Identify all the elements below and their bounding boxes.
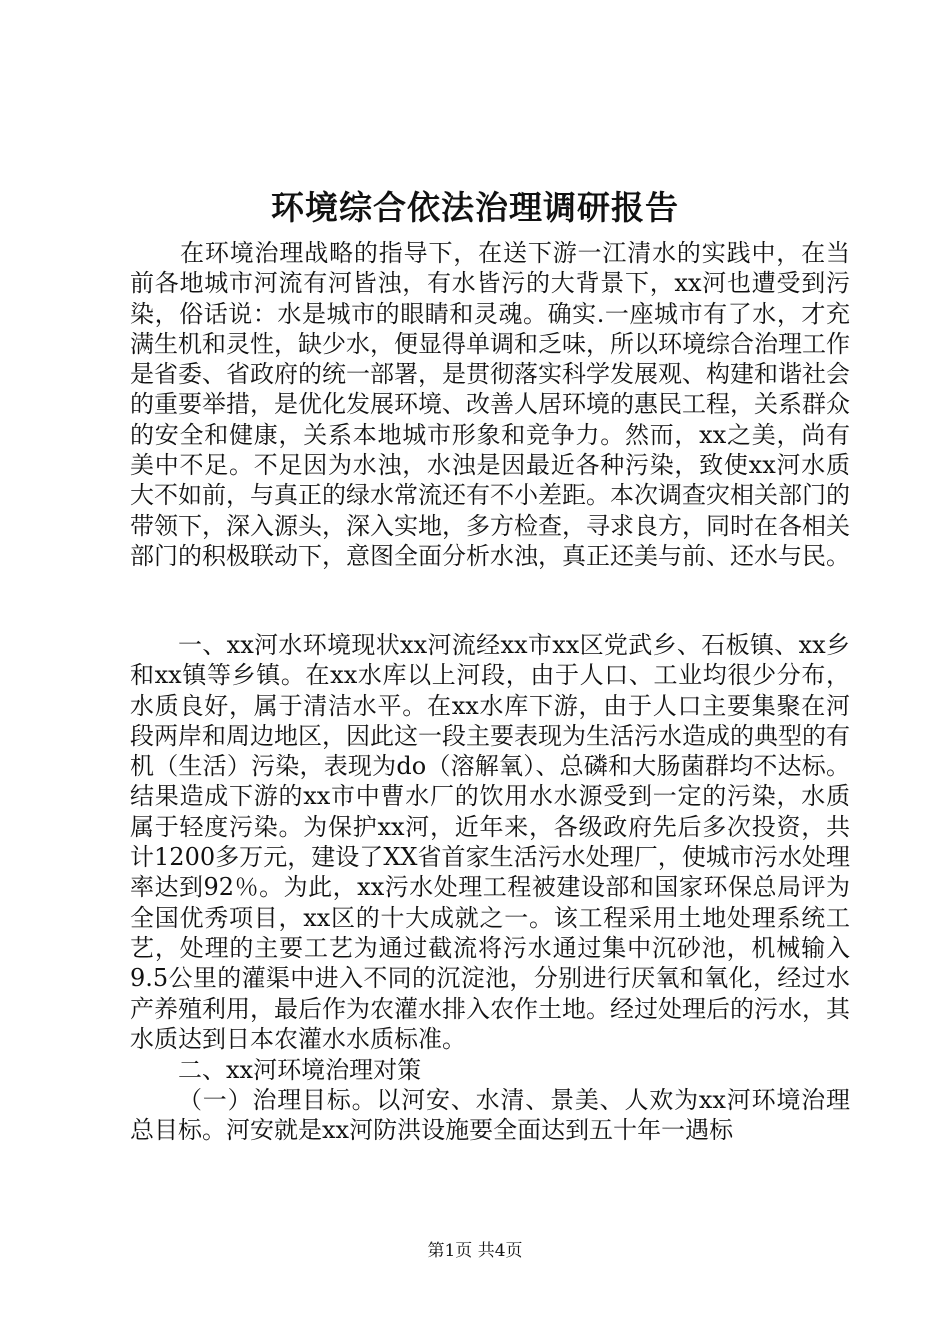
section-heading-countermeasures: 二、xx河环境治理对策 bbox=[178, 1056, 422, 1084]
page-footer: 第1页 共4页 bbox=[427, 1241, 523, 1261]
document-title: 环境综合依法治理调研报告 bbox=[271, 188, 679, 227]
paragraph-governance-goal: （一）治理目标。以河安、水清、景美、人欢为xx河环境治理总目标。河安就是xx河防洪设施要全面达到五十年一遇标 bbox=[130, 1086, 850, 1145]
paragraph-intro: 在环境治理战略的指导下，在送下游一江清水的实践中，在当前各地城市河流有河皆浊，有水皆污的大背景下，xx河也遭受到污染，俗话说：水是城市的眼睛和灵魂。确实.一座城市有了水，才充满生机和灵性，缺少水，便显得单调和乏味，所以环境综合治理工作是省委、省政府的统一部署，是贯彻落实科学发展观、构建和谐社会的重要举措，是优化发展环境、改善人居环境的惠民工程，关系群众的安全和健康，关系本地城市形象和竞争力。然而，xx之美，尚有美中不足。不足因为水浊，水浊是因最近各种污染，致使xx河水质大不如前，与真正的绿水常流还有不小差距。本次调查灾相关部门的带领下，深入源头，深入实地，多方检查，寻求良方，同时在各相关部门的积极联动下，意图全面分析水浊，真正还美与前、还水与民。 bbox=[130, 239, 850, 570]
paragraph-water-status: 一、xx河水环境现状xx河流经xx市xx区党武乡、石板镇、xx乡和xx镇等乡镇。在xx水库以上河段，由于人口、工业均很少分布，水质良好，属于清洁水平。在xx水库下游，由于人口主要集聚在河段两岸和周边地区，因此这一段主要表现为生活污水造成的典型的有机（生活）污染，表现为do（溶解氧）、总磷和大肠菌群均不达标。结果造成下游的xx市中曹水厂的饮用水水源受到一定的污染，水质属于轻度污染。为保护xx河，近年来，各级政府先后多次投资，共计1200多万元，建设了XX省首家生活污水处理厂，使城市污水处理率达到92％。为此，xx污水处理工程被建设部和国家环保总局评为全国优秀项目，xx区的十大成就之一。该工程采用土地处理系统工艺，处理的主要工艺为通过截流将污水通过集中沉砂池，机械输入9.5公里的灌渠中进入不同的沉淀池，分别进行厌氧和氧化，经过水产养殖利用，最后作为农灌水排入农作土地。经过处理后的污水，其水质达到日本农灌水水质标准。 bbox=[130, 631, 850, 1053]
